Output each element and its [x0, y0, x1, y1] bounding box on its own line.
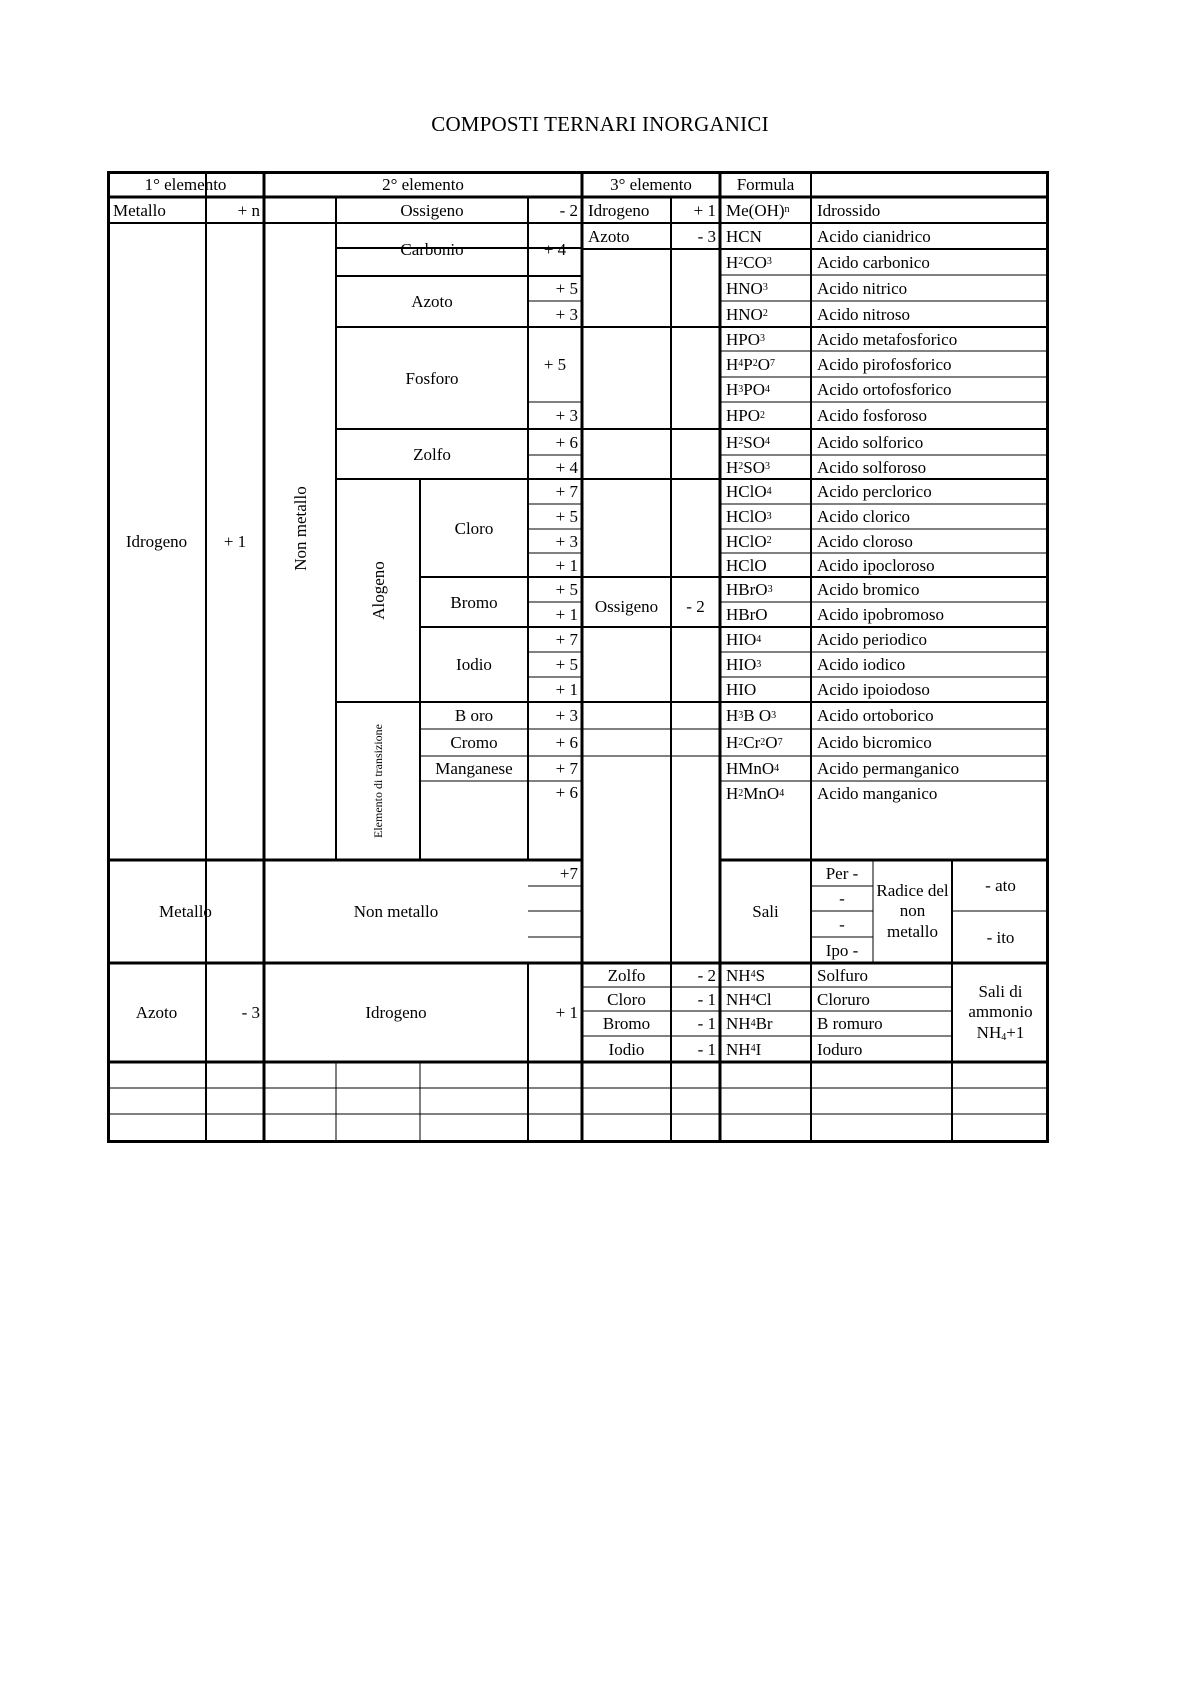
- formula-nh4-ion: $NH_4+1$: [976, 1022, 1025, 1043]
- header-elem1: 1° elemento: [144, 174, 227, 194]
- row1-ossigeno: Ossigeno: [400, 200, 464, 220]
- idrogeno-label: Idrogeno: [125, 532, 188, 551]
- ossigeno-3rd-valence: - 2: [686, 596, 705, 616]
- alogeno-vertical: [336, 479, 420, 702]
- row1-idrossido: Idrossido: [817, 200, 881, 220]
- formula-hclo4: HClO 4: [726, 482, 772, 501]
- header-elem3: 3° elemento: [610, 174, 692, 194]
- sali-ammonio-label: [952, 963, 1049, 1062]
- bromo-valence-1: + 1: [555, 605, 578, 624]
- acid-name: Acido ipocloroso: [817, 555, 935, 575]
- formula-hmno4: HMnO 4: [726, 759, 780, 778]
- formula-hio4: HIO 4: [726, 630, 762, 649]
- manganese-valence-7: + 7: [555, 759, 578, 778]
- formula-h3bo3: H 3 B O 3: [726, 706, 777, 725]
- acid-name: Acido metafosforico: [817, 329, 958, 349]
- formula-h3po4: H 3 PO 4: [726, 380, 771, 399]
- acid-name: Acido cianidrico: [817, 226, 931, 246]
- carbonio-label: Carbonio: [400, 240, 464, 259]
- cloro-valence-7: + 7: [555, 482, 578, 501]
- manganese-valence-6: + 6: [555, 783, 578, 802]
- formula-nh4s: NH 4 S: [726, 965, 766, 985]
- cloro-valence-1: + 1: [555, 555, 578, 575]
- prefix-ipo: Ipo -: [825, 940, 859, 960]
- acid-name: Acido ipobromoso: [817, 605, 945, 624]
- azoto-valence-5: + 5: [555, 279, 578, 298]
- formula-h2co3: H 2 CO 3: [726, 252, 772, 272]
- idrogeno-valence: + 1: [223, 532, 247, 551]
- salt-name: B romuro: [817, 1014, 883, 1033]
- ternary-compounds-table: [107, 171, 1049, 1143]
- bromo-ammonio: Bromo: [602, 1014, 651, 1033]
- formula-h4p2o7: H 4 P 2 O 7: [726, 354, 776, 374]
- iodio-ammonio-valence: - 1: [697, 1039, 716, 1059]
- iodio-valence-1: + 1: [555, 680, 578, 699]
- acid-name: Acido perclorico: [817, 482, 932, 501]
- formula-hpo3: HPO 3: [726, 329, 766, 349]
- acid-name: Acido nitroso: [817, 304, 911, 324]
- bromo-ammonio-valence: - 1: [697, 1014, 716, 1033]
- formula-hclo: HClO: [726, 555, 767, 575]
- zolfo-ammonio: Zolfo: [607, 965, 646, 985]
- zolfo-valence-6: + 6: [555, 432, 578, 452]
- acid-name: Acido ortofosforico: [817, 380, 952, 399]
- azoto-ammonio-label: Azoto: [135, 1003, 178, 1022]
- acid-name: Acido ipoiodoso: [817, 680, 930, 699]
- formula-hio: HIO: [726, 680, 757, 699]
- salt-name: Cloruro: [817, 989, 870, 1009]
- azoto-valence-3: + 3: [555, 304, 578, 324]
- cloro-valence-3: + 3: [555, 531, 578, 551]
- formula-hpo2: HPO 2: [726, 406, 766, 425]
- non-metallo-vertical-text: Non metallo: [290, 486, 310, 571]
- zolfo-valence-4: + 4: [555, 457, 578, 477]
- prefix-dash-1: -: [839, 889, 845, 908]
- azoto-element-label: Azoto: [411, 292, 453, 311]
- acid-name: Acido pirofosforico: [817, 354, 952, 374]
- cromo-valence: + 6: [555, 733, 578, 752]
- acid-name: Acido ortoborico: [817, 706, 934, 725]
- cromo-label: Cromo: [450, 733, 498, 752]
- formula-hcn: HCN: [726, 226, 762, 246]
- manganese-label: Manganese: [435, 759, 513, 778]
- alogeno-vertical-text: Alogeno: [368, 561, 388, 620]
- formula-h2so3: H 2 SO 3: [726, 457, 771, 477]
- prefix-dash-2: -: [839, 914, 845, 934]
- acid-name: Acido solforoso: [817, 457, 927, 477]
- acid-name: Acido clorico: [817, 507, 910, 526]
- prefix-per: Per -: [825, 863, 859, 883]
- acid-name: Acido carbonico: [817, 252, 930, 272]
- acid-name: Acido nitrico: [817, 278, 908, 298]
- formula-nh4cl: NH 4 Cl: [726, 989, 772, 1009]
- header-elem2: 2° elemento: [382, 174, 464, 194]
- header-formula: Formula: [736, 174, 795, 194]
- formula-hbro3: HBrO 3: [726, 580, 773, 599]
- formula-meoh: Me(OH) n: [726, 200, 790, 220]
- acid-name: Acido bicromico: [817, 733, 932, 752]
- fosforo-label: Fosforo: [405, 368, 459, 388]
- fosforo-valence-5: + 5: [543, 355, 567, 374]
- ossigeno-3rd-label: Ossigeno: [594, 596, 659, 616]
- formula-nh4br: NH 4 Br: [726, 1014, 773, 1033]
- acid-name: Acido bromico: [817, 580, 920, 599]
- sali-valence-7: +7: [559, 863, 578, 883]
- acid-name: Acido manganico: [817, 784, 938, 803]
- iodio-ammonio: Iodio: [608, 1039, 645, 1059]
- bromo-valence-5: + 5: [555, 580, 578, 599]
- sali-label: Sali: [752, 902, 779, 921]
- azoto-ammonio-valence: - 3: [241, 1003, 260, 1022]
- cloro-label: Cloro: [454, 518, 494, 538]
- idrogeno-ammonio-valence: + 1: [555, 1003, 578, 1022]
- formula-h2cr2o7: H 2 Cr 2 O 7: [726, 733, 783, 752]
- transizione-vertical-text: Elemento di transizione: [371, 724, 385, 838]
- formula-hio3: HIO 3: [726, 655, 762, 674]
- suffix-ato: - ato: [985, 876, 1016, 895]
- idrogeno-ammonio-label: Idrogeno: [365, 1003, 427, 1022]
- row1-idrogeno-valence: + 1: [693, 200, 716, 220]
- boro-valence: + 3: [555, 706, 578, 725]
- acid-name: Acido iodico: [817, 655, 906, 674]
- formula-nh4i: NH 4 I: [726, 1039, 762, 1059]
- boro-label: B oro: [454, 706, 494, 725]
- zolfo-label: Zolfo: [413, 444, 451, 464]
- carbonio-valence: + 4: [543, 240, 567, 259]
- suffix-ito: - ito: [986, 927, 1015, 947]
- cloro-ammonio: Cloro: [607, 989, 646, 1009]
- formula-hclo3: HClO 3: [726, 507, 772, 526]
- iodio-valence-7: + 7: [555, 630, 578, 649]
- non-metallo-sali-label: Non metallo: [353, 902, 439, 921]
- salt-name: Ioduro: [817, 1039, 863, 1059]
- acid-name: Acido periodico: [817, 630, 927, 649]
- cloro-ammonio-valence: - 1: [697, 989, 716, 1009]
- transizione-vertical: [336, 702, 420, 860]
- row1-ossigeno-valence: - 2: [559, 200, 578, 220]
- iodio-valence-5: + 5: [555, 655, 578, 674]
- non-metallo-vertical: [264, 197, 336, 860]
- acid-name: Acido permanganico: [817, 759, 960, 778]
- page-title: COMPOSTI TERNARI INORGANICI: [431, 112, 769, 136]
- azoto-3rd-valence: - 3: [697, 226, 716, 246]
- iodio-label: Iodio: [456, 655, 492, 674]
- sali-ammonio-text: Sali di ammonio: [968, 981, 1033, 1022]
- row1-metallo: Metallo: [113, 200, 166, 220]
- row1-idrogeno: Idrogeno: [588, 200, 650, 220]
- azoto-3rd-label: Azoto: [588, 226, 630, 246]
- radice-non-metallo: Radice del non metallo: [876, 880, 949, 941]
- acid-name: Acido solforico: [817, 432, 924, 452]
- fosforo-valence-3: + 3: [555, 406, 578, 425]
- acid-name: Acido fosforoso: [817, 406, 928, 425]
- metallo-sali-label: Metallo: [159, 902, 212, 921]
- formula-hno2: HNO 2: [726, 304, 768, 324]
- formula-h2so4: H 2 SO 4: [726, 432, 771, 452]
- formula-h2mno4: H 2 MnO 4: [726, 784, 785, 803]
- row1-valence: + n: [237, 200, 260, 220]
- cloro-valence-5: + 5: [555, 507, 578, 526]
- bromo-label: Bromo: [450, 592, 498, 612]
- formula-hbro: HBrO: [726, 605, 768, 624]
- formula-hno3: HNO 3: [726, 278, 768, 298]
- zolfo-ammonio-valence: - 2: [697, 965, 716, 985]
- acid-name: Acido cloroso: [817, 531, 913, 551]
- formula-hclo2: HClO 2: [726, 531, 772, 551]
- salt-name: Solfuro: [817, 965, 868, 985]
